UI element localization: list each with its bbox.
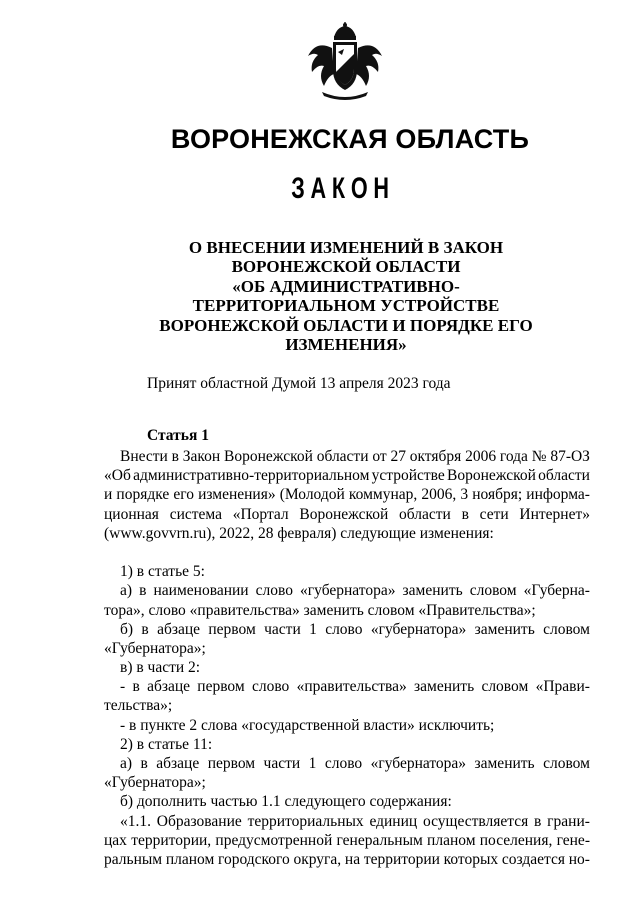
body-line — [104, 447, 590, 466]
word: и — [104, 486, 113, 504]
coat-of-arms-emblem — [304, 22, 386, 104]
word: заменить — [474, 755, 535, 772]
word: осуществляется — [423, 812, 529, 830]
word: б) — [120, 620, 134, 638]
word: информа- — [526, 486, 590, 504]
word: «Прави- — [535, 678, 590, 696]
word: словом — [469, 582, 517, 600]
body-line — [104, 581, 590, 600]
body-line: - в пункте 2 слова «государственной власти» исключить; — [120, 716, 495, 734]
word: первом — [207, 755, 256, 772]
word: а) — [120, 582, 133, 600]
word: «Об — [104, 467, 131, 485]
word: а) — [120, 755, 133, 772]
body-line — [104, 831, 590, 850]
word: которых — [443, 850, 499, 868]
word: в — [534, 812, 542, 830]
body-line: в) в части 2: — [120, 659, 201, 677]
word: «губернатора» — [370, 755, 467, 772]
word: Воронежской — [447, 467, 536, 485]
word: планом — [427, 831, 476, 849]
word: ноября; — [472, 486, 523, 504]
word: в — [171, 448, 179, 465]
word: порядке — [116, 486, 170, 504]
word: заменить — [402, 582, 463, 600]
word: округа, — [293, 850, 342, 868]
word: городского — [218, 850, 290, 868]
word: Воронежской — [224, 448, 313, 465]
word: части — [263, 755, 301, 772]
word: абзаце — [147, 678, 191, 696]
word: словом — [543, 620, 590, 638]
word: первом — [197, 678, 245, 696]
word: генеральным — [336, 831, 423, 849]
word: части — [264, 620, 301, 638]
word: заменить — [414, 678, 475, 696]
word: заменить — [474, 620, 535, 638]
word: в — [132, 678, 140, 696]
word: «губернатора» — [370, 620, 467, 638]
word: в — [139, 582, 147, 600]
word: наименовании — [153, 582, 249, 600]
word: в — [461, 505, 469, 523]
law-title-line: «ОБ АДМИНИСТРАТИВНО- — [232, 276, 460, 296]
word: административно-территориальном — [133, 467, 370, 485]
word: его — [173, 486, 194, 504]
word: изменения» — [198, 486, 276, 504]
word: слово — [251, 678, 290, 696]
body-line: (www.govvrn.ru), 2022, 28 февраля) следующие изменения: — [104, 524, 494, 542]
document-type: ЗАКОН — [291, 172, 395, 205]
word: области — [316, 448, 369, 465]
word: Воронежской — [299, 505, 389, 523]
word: территории, — [131, 831, 212, 849]
word: Внести — [120, 448, 168, 465]
article-heading: Статья 1 — [147, 427, 209, 444]
word: гене- — [556, 831, 590, 849]
word: цах — [104, 831, 127, 849]
body-line: 2) в статье 11: — [120, 735, 213, 753]
word: слово — [255, 582, 293, 600]
word: первом — [208, 620, 256, 638]
word: абзаце — [157, 620, 201, 638]
body-line — [104, 812, 590, 831]
word: в — [140, 755, 148, 772]
body-line — [104, 505, 590, 524]
word: единиц — [369, 812, 418, 830]
word: 2006 — [465, 448, 497, 465]
body-line — [104, 466, 590, 485]
word: - — [120, 678, 126, 696]
word: словом — [481, 678, 529, 696]
word: на — [344, 850, 361, 868]
word: года — [499, 448, 528, 465]
word: устройстве — [371, 467, 445, 485]
word: 1 — [309, 620, 317, 638]
law-title-line: О ВНЕСЕНИИ ИЗМЕНЕНИЙ В ЗАКОН — [188, 238, 504, 257]
word: ционная — [104, 505, 159, 523]
paragraph-gap — [104, 543, 590, 562]
word: коммунар, — [348, 486, 418, 504]
body-line: тора», слово «правительства» заменить словом «Правительства»; — [104, 601, 536, 619]
body-line: тельства»; — [104, 697, 173, 715]
word: Закон — [182, 448, 221, 465]
body-line: б) дополнить частью 1.1 следующего содержания: — [120, 793, 452, 811]
word: сети — [479, 505, 509, 523]
law-title-line: ИЗМЕНЕНИЯ» — [285, 335, 407, 355]
word: в — [141, 620, 149, 638]
word: создается — [501, 850, 565, 868]
region-name: ВОРОНЕЖСКАЯ ОБЛАСТЬ — [170, 124, 530, 154]
word: (Молодой — [279, 486, 345, 504]
law-title-line: ВОРОНЕЖСКОЙ ОБЛАСТИ И ПОРЯДКЕ ЕГО — [159, 315, 533, 335]
body-line — [104, 485, 590, 504]
body-line: «Губернатора»; — [104, 639, 206, 657]
word: предусмотренной — [215, 831, 333, 849]
adoption-note: Принят областной Думой 13 апреля 2023 года — [147, 375, 451, 392]
law-title — [0, 238, 640, 354]
law-title-line: ТЕРРИТОРИАЛЬНОМ УСТРОЙСТВЕ — [192, 296, 500, 316]
body-line — [104, 620, 590, 639]
word: «1.1. — [120, 812, 151, 830]
word: 87-ОЗ — [550, 448, 590, 465]
word: планом — [165, 850, 215, 868]
word: № — [531, 448, 547, 465]
word: 27 — [390, 448, 406, 465]
body-line: «Губернатора»; — [104, 774, 206, 792]
body-line — [104, 754, 590, 773]
word: абзаце — [156, 755, 200, 772]
word: поселения, — [479, 831, 553, 849]
word: от — [372, 448, 387, 465]
body-line: 1) в статье 5: — [120, 563, 205, 581]
word: области — [399, 505, 451, 523]
word: 3 — [460, 486, 469, 504]
word: ральным — [104, 850, 163, 868]
word: 2006, — [421, 486, 457, 504]
word: система — [169, 505, 222, 523]
word: «правительства» — [296, 678, 407, 696]
law-title-line: ВОРОНЕЖСКОЙ ОБЛАСТИ — [231, 257, 461, 277]
word: «Губерна- — [523, 582, 590, 600]
word: октября — [409, 448, 462, 465]
body-line — [104, 677, 590, 696]
word: Образование — [156, 812, 242, 830]
word: Интернет» — [519, 505, 590, 523]
word: слово — [325, 620, 363, 638]
word: территории — [363, 850, 440, 868]
word: грани- — [547, 812, 590, 830]
word: но- — [568, 850, 590, 868]
article-body — [104, 447, 590, 869]
word: слово — [324, 755, 363, 772]
word: «губернатора» — [300, 582, 396, 600]
word: «Портал — [232, 505, 289, 523]
body-line — [104, 850, 590, 869]
word: территориальных — [247, 812, 364, 830]
word: 1 — [308, 755, 317, 772]
word: области — [538, 467, 590, 485]
word: словом — [543, 755, 590, 772]
